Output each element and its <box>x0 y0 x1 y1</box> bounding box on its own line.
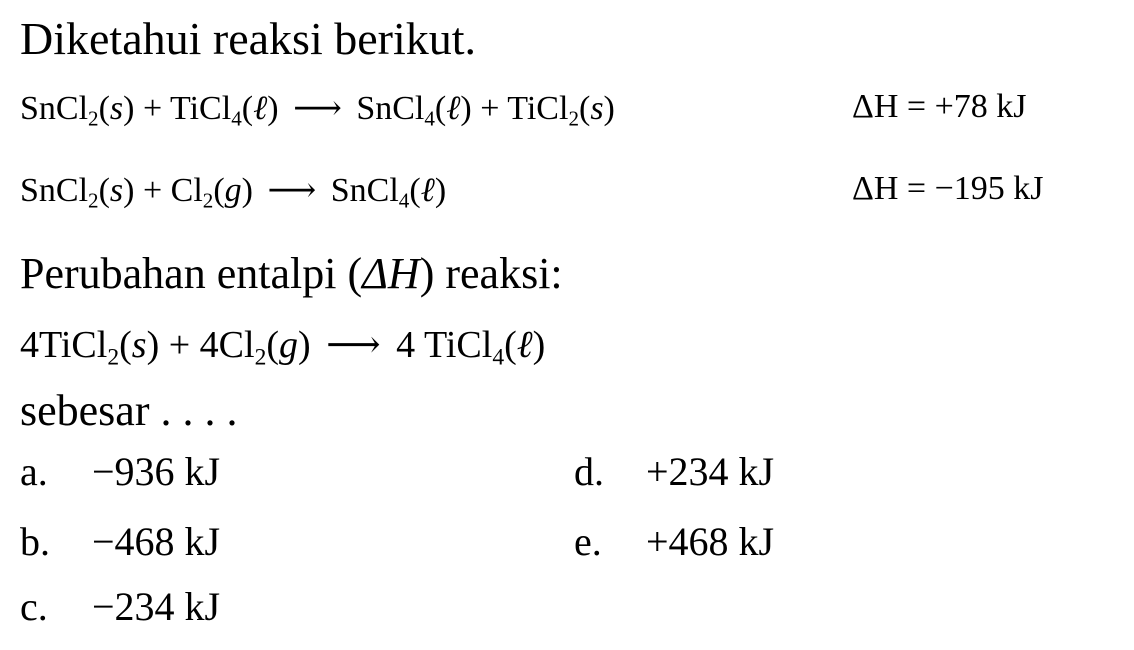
reaction-arrow-icon: ⟶ <box>326 324 381 366</box>
delta-h-symbol: ΔH <box>362 249 420 298</box>
option-value: −936 kJ <box>92 449 221 494</box>
option-e[interactable] <box>574 518 774 565</box>
option-letter: b. <box>20 519 50 564</box>
reaction-arrow-icon: ⟶ <box>267 172 317 209</box>
option-value: +234 kJ <box>646 449 775 494</box>
option-c[interactable] <box>20 583 220 630</box>
option-value: −468 kJ <box>92 519 221 564</box>
option-a[interactable] <box>20 448 220 495</box>
reaction-2-enthalpy: ΔH = −195 kJ <box>852 170 1044 207</box>
option-letter: c. <box>20 584 48 629</box>
reaction-2-equation: SnCl$_2$(s) + $Cl_2(g)$ ⟶ SnCl$_4$(ℓ) <box>20 172 447 213</box>
option-letter: e. <box>574 519 602 564</box>
option-value: +468 kJ <box>646 519 775 564</box>
reaction-arrow-icon: ⟶ <box>293 90 342 127</box>
option-letter: a. <box>20 449 48 494</box>
question-text: Perubahan entalpi (ΔH) reaksi: <box>20 249 563 298</box>
option-d[interactable] <box>574 448 774 495</box>
option-letter: d. <box>574 449 604 494</box>
reaction-1-enthalpy: ΔH = +78 kJ <box>852 88 1027 125</box>
option-value: −234 kJ <box>92 584 221 629</box>
target-reaction: 4TiCl$_2$(s) + $4Cl_2(g)$ ⟶ 4 TiCl$_4$(ℓ) <box>20 324 546 371</box>
option-b[interactable] <box>20 518 220 565</box>
sebesar-text: sebesar . . . . <box>20 386 238 435</box>
reaction-1-equation: SnCl$_2$(s) + TiCl$_4$(ℓ) ⟶ SnCl$_4$(ℓ) + TiCl$_2$(s) <box>20 90 615 131</box>
problem-title: Diketahui reaksi berikut. <box>20 13 477 64</box>
